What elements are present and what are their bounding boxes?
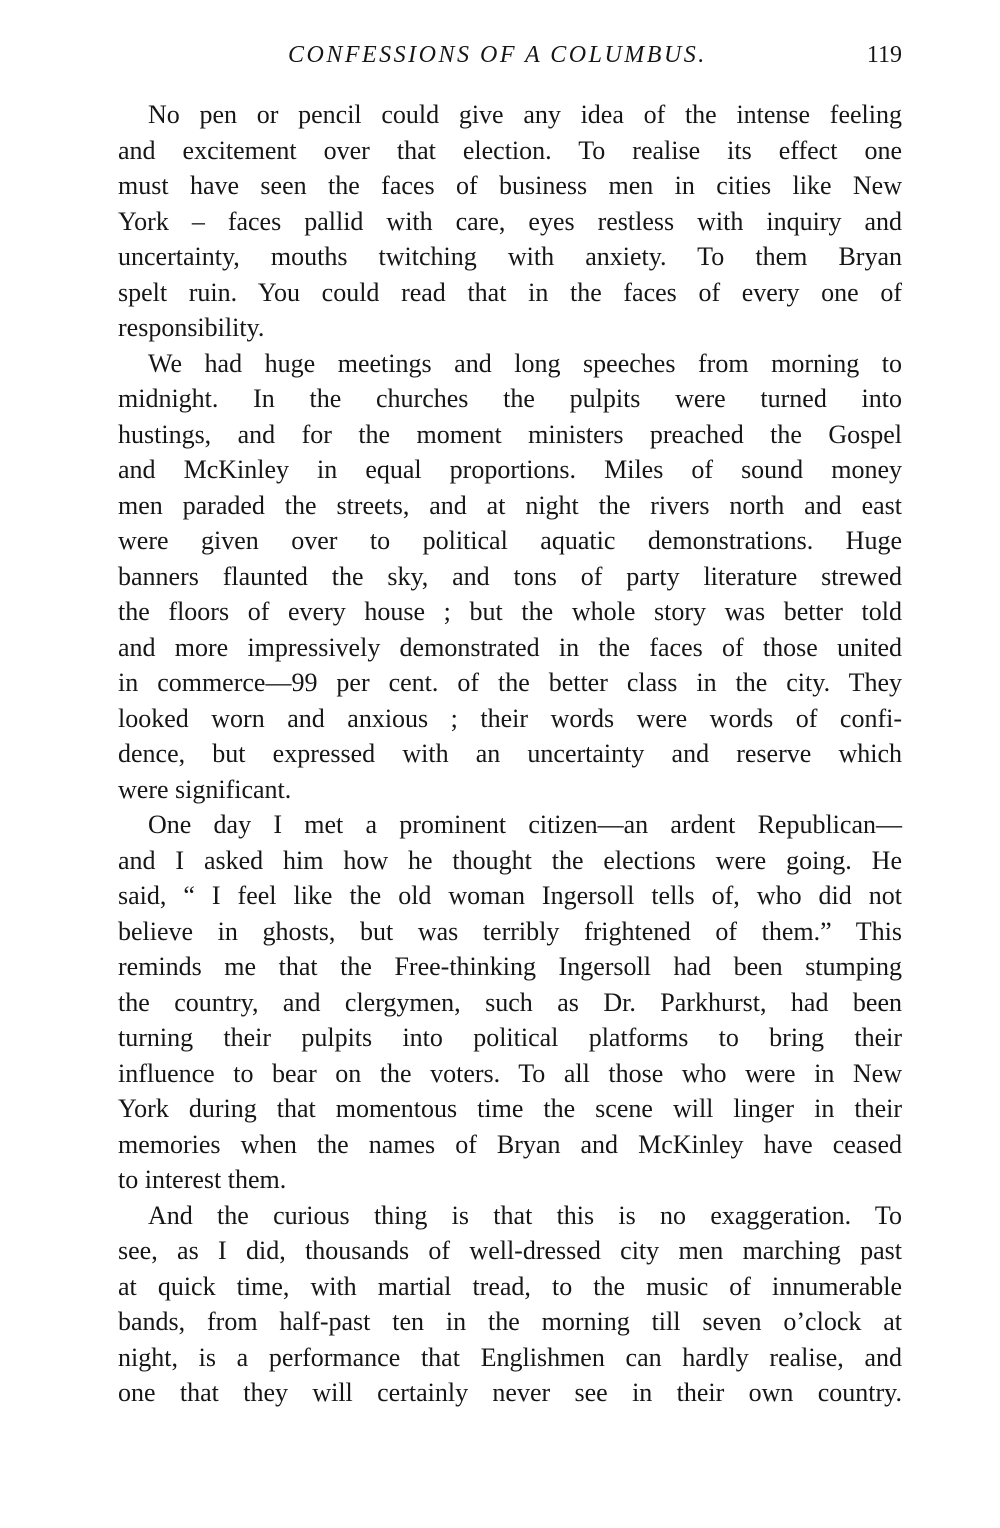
text-line: banners flaunted the sky, and tons of party literature strewed xyxy=(118,561,902,591)
text-line: and McKinley in equal proportions. Miles of sound money xyxy=(118,455,902,484)
text-line: One day I met a prominent citizen—an ardent Republican— xyxy=(148,810,902,839)
text-line: in commerce––99 per cent. of the better class in the city. They xyxy=(118,668,902,697)
text-line: were significant. xyxy=(118,774,292,804)
text-line: at quick time, with martial tread, to the music of innumerable xyxy=(118,1271,902,1301)
text-line: men paraded the streets, and at night the rivers north and east xyxy=(118,490,902,520)
text-line: responsibility. xyxy=(118,313,265,342)
paragraph xyxy=(118,346,902,808)
text-line: one that they will certainly never see in their own country. xyxy=(118,1378,902,1407)
text-line: midnight. In the churches the pulpits were turned into xyxy=(118,384,902,413)
page-header xyxy=(118,38,902,72)
text-line: the country, and clergymen, such as Dr. Parkhurst, had been xyxy=(118,987,902,1017)
paragraph xyxy=(118,1198,902,1411)
running-title: CONFESSIONS OF A COLUMBUS. xyxy=(288,42,707,68)
paragraph xyxy=(118,97,902,346)
text-line: the floors of every house ; but the whole story was better told xyxy=(118,597,902,626)
body-text xyxy=(118,97,902,1411)
text-line: And the curious thing is that this is no exaggeration. To xyxy=(148,1200,902,1230)
text-line: and excitement over that election. To realise its effect one xyxy=(118,135,902,165)
text-line: York during that momentous time the scene will linger in their xyxy=(118,1094,902,1123)
text-line: believe in ghosts, but was terribly frightened of them.” This xyxy=(118,916,902,946)
text-line: No pen or pencil could give any idea of the intense feeling xyxy=(148,100,902,129)
text-line: hustings, and for the moment ministers preached the Gospel xyxy=(118,419,902,449)
text-line: to interest them. xyxy=(118,1165,287,1194)
text-line: We had huge meetings and long speeches from morning to xyxy=(148,348,902,378)
text-line: dence, but expressed with an uncertainty and reserve which xyxy=(118,739,902,768)
text-line: memories when the names of Bryan and McKinley have ceased xyxy=(118,1129,902,1159)
text-line: must have seen the faces of business men in cities like New xyxy=(118,171,902,200)
text-line: bands, from half-past ten in the morning till seven o’clock at xyxy=(118,1307,902,1336)
text-line: turning their pulpits into political platforms to bring their xyxy=(118,1023,902,1052)
text-line: spelt ruin. You could read that in the faces of every one of xyxy=(118,277,902,307)
text-line: reminds me that the Free-thinking Ingersoll had been stumping xyxy=(118,952,902,981)
text-line: and more impressively demonstrated in the faces of those united xyxy=(118,632,902,662)
text-line: see, as I did, thousands of well-dressed city men marching past xyxy=(118,1236,902,1265)
page-number: 119 xyxy=(866,42,902,68)
text-line: influence to bear on the voters. To all those who were in New xyxy=(118,1058,902,1088)
text-line: were given over to political aquatic demonstrations. Huge xyxy=(118,526,902,555)
text-line: York – faces pallid with care, eyes restless with inquiry and xyxy=(118,206,902,236)
paragraph xyxy=(118,807,902,1198)
text-line: and I asked him how he thought the elections were going. He xyxy=(118,845,902,875)
text-line: said, “ I feel like the old woman Ingersoll tells of, who did not xyxy=(118,881,902,910)
text-line: looked worn and anxious ; their words were words of confi- xyxy=(118,703,902,733)
text-line: uncertainty, mouths twitching with anxiety. To them Bryan xyxy=(118,242,902,271)
text-line: night, is a performance that Englishmen can hardly realise, and xyxy=(118,1342,902,1372)
